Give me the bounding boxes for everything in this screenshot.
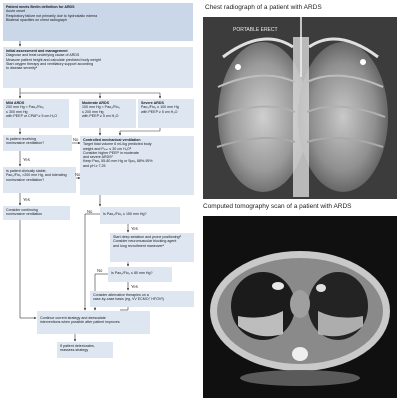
box-line: Is patient clinically stable, xyxy=(6,169,47,173)
label-yes: Yes xyxy=(131,226,138,231)
box-title: Moderate ARDS xyxy=(82,101,110,105)
box-line: case-by-case basis (eg, VV ECMO,ᶠ HFOVᵍ) xyxy=(93,297,164,302)
box-line: Acute onset xyxy=(6,9,25,14)
box-continue-noninvasive xyxy=(3,206,70,220)
box-line: Pao₂/Fio₂ >200 mm Hg, and tolerating xyxy=(6,173,67,178)
box-line: Diagnose and treat underlying cause of ARDS xyxy=(6,53,80,58)
box-title: Initial assessment and management xyxy=(6,49,68,53)
box-line: with PEEP or CPAP ≥ 5 cm H₂O xyxy=(6,113,58,118)
box-line: Pao₂/Fio₂ ≤ 100 mm Hg xyxy=(141,105,179,110)
box-line: If patient deteriorates, xyxy=(60,344,95,348)
box-question-ratio-150 xyxy=(100,207,180,224)
box-title: Patient meets Berlin definition for ARDS xyxy=(6,5,75,9)
box-question-ratio-80 xyxy=(108,267,172,282)
chest-radiograph-image xyxy=(203,17,397,199)
box-title: Severe ARDS xyxy=(141,101,164,105)
box-line: weight and Pₚₗₐₜ ≤ 30 cm H₂Oᵇ xyxy=(83,146,132,151)
label-yes: Yes xyxy=(23,197,30,202)
box-line: and lung recruitment maneuverᵉ xyxy=(113,243,165,248)
ct-scan-image xyxy=(203,216,397,398)
box-line: with PEEP ≥ 5 cm H₂O xyxy=(141,109,178,114)
box-line: and severe ARDSᶜ xyxy=(83,155,113,160)
chest-radiograph-drawing xyxy=(203,17,397,199)
box-line: Consider higher PEEP in moderate xyxy=(83,150,139,155)
box-deescalate xyxy=(37,311,150,334)
box-line: Consider alternative therapies on a xyxy=(93,293,149,297)
box-question-noninvasive xyxy=(3,135,72,151)
box-line: ≤ 300 mm Hg xyxy=(6,109,28,114)
box-moderate-ards xyxy=(79,99,136,128)
box-mild-ards xyxy=(3,99,69,128)
box-line: Bilateral opacities on chest radiograph xyxy=(6,17,67,22)
box-line: Measure patient height and calculate predicted body weight xyxy=(6,57,101,62)
box-line: noninvasive ventilation? xyxy=(6,141,45,146)
box-line: noninvasive ventilation? xyxy=(6,177,45,182)
box-initial-assessment xyxy=(3,47,193,88)
box-line: reassess strategy xyxy=(60,348,89,353)
xray-title: Chest radiograph of a patient with ARDS xyxy=(205,4,322,11)
box-line: noninvasive ventilation xyxy=(6,212,43,217)
box-title: Mild ARDS xyxy=(6,101,25,105)
box-line: Start oxygen therapy and ventilatory support according xyxy=(6,61,94,66)
box-reassess xyxy=(57,342,113,358)
box-line: interventions when possible after patient improves xyxy=(40,320,120,325)
ct-scan-drawing xyxy=(203,216,397,398)
box-alternative-therapies xyxy=(90,291,194,307)
box-line: 100 mm Hg < Pao₂/Fio₂ xyxy=(82,105,120,110)
box-line: with PEEP ≥ 5 cm H₂O xyxy=(82,113,119,118)
box-line: ≤ 200 mm Hg xyxy=(82,109,104,114)
box-line: Respiratory failure not primarily due to hydrostatic edema xyxy=(6,13,98,18)
box-line: Target tidal volume 6 mL/kg predicted body xyxy=(83,142,152,147)
box-line: and pH ≥ 7.25 xyxy=(83,163,106,168)
box-controlled-ventilation xyxy=(80,136,194,195)
box-line: Is Pao₂/Fio₂ ≤ 150 mm Hg? xyxy=(103,212,147,216)
box-deep-sedation-prone xyxy=(110,233,194,262)
ct-title: Computed tomography scan of a patient with ARDS xyxy=(203,203,352,210)
label-no: No xyxy=(97,268,103,273)
box-line: Continue current strategy and deescalate xyxy=(40,316,106,320)
box-line: Keep Pao₂ 55-80 mm Hg or Spo₂ 88%-95% xyxy=(83,159,153,164)
box-line: Start deep sedation and prone positioningᵈ xyxy=(113,235,181,239)
label-no: No xyxy=(75,172,81,177)
xray-marker-text: PORTABLE ERECT xyxy=(233,27,278,33)
label-no: No xyxy=(87,209,93,214)
box-severe-ards xyxy=(138,99,194,128)
label-yes: Yes xyxy=(131,284,138,289)
box-line: 200 mm Hg < Pao₂/Fio₂ xyxy=(6,105,44,110)
box-line: Is patient receiving xyxy=(6,137,36,141)
label-yes: Yes xyxy=(23,157,30,162)
box-line: to disease severityᵃ xyxy=(6,66,38,71)
label-no: No xyxy=(73,137,79,142)
box-line: Consider continuing xyxy=(6,208,38,212)
box-title: Controlled mechanical ventilation xyxy=(83,138,141,142)
box-line: Consider neuromuscular blocking agent xyxy=(113,239,177,244)
box-question-clinically-stable xyxy=(3,167,76,193)
box-line: Is Pao₂/Fio₂ ≤ 80 mm Hg? xyxy=(111,271,153,275)
box-berlin-definition xyxy=(3,3,193,41)
